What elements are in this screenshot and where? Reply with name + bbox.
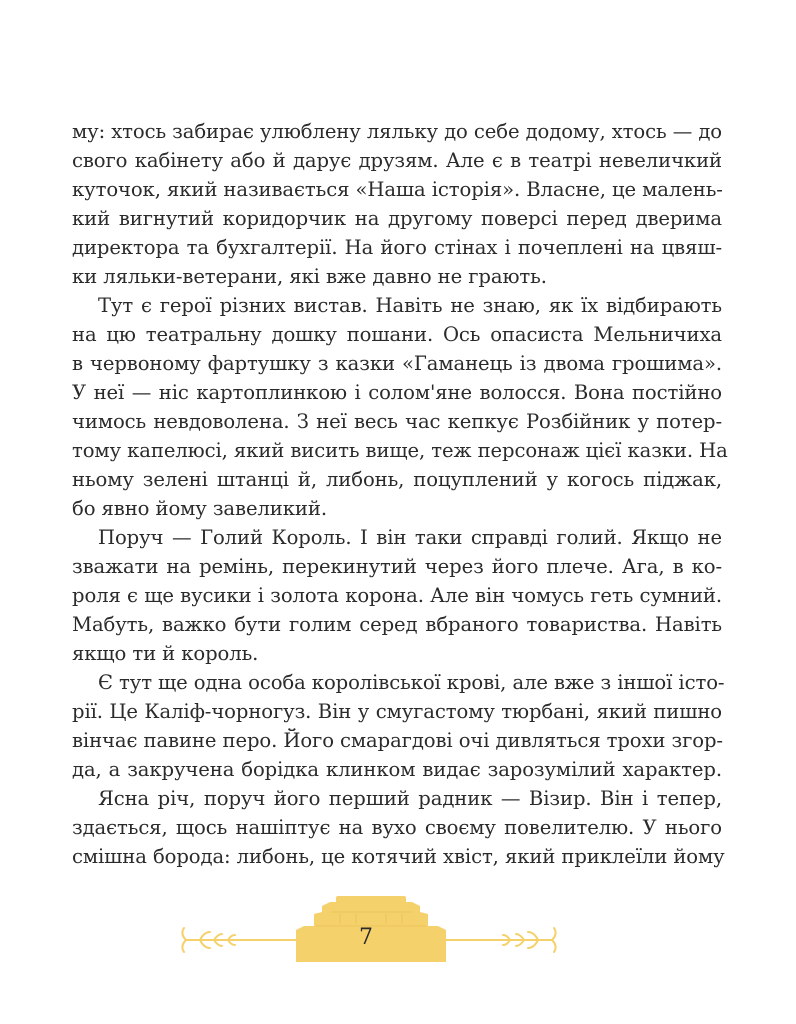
right-flourish-icon [446,928,556,952]
footer-ornament [0,890,796,980]
text-line: куточок, який називається «Наша історія». Власне, це малень- [72,178,723,201]
text-line: да, а закручена борідка клинком видає зарозумілий характер. [72,758,722,781]
text-line: Ясна річ, поруч його перший радник — Візир. Він і тепер, [98,787,722,810]
text-line: здається, щось нашіптує на вухо своєму повелителю. У нього [72,816,722,839]
text-line: свого кабінету або й дарує друзям. Але є в театрі невеличкий [72,149,722,172]
text-line: в червоному фартушку з казки «Гаманець із двома грошима». [72,352,722,375]
text-line: на цю театральну дошку пошани. Ось опасиста Мельничиха [72,323,722,346]
text-line: ньому зелені штанці й, либонь, поцуплений у когось піджак, [72,468,722,491]
page-number: 7 [359,925,373,950]
left-flourish-icon [182,928,296,952]
text-line: Поруч — Голий Король. І він таки справді голий. Якщо не [98,526,722,549]
text-line: вінчає павине перо. Його смарагдові очі дивляться трохи згор- [72,729,723,752]
text-line: зважати на ремінь, перекинутий через його плече. Ага, в ко- [72,555,722,578]
text-line: роля є ще вусики і золота корона. Але він чомусь геть сумний. [72,584,722,607]
page-footer [0,890,796,980]
text-line: тому капелюсі, який висить вище, теж персонаж цієї казки. На [72,439,728,462]
text-line: Тут є герої різних вистав. Навіть не знаю, як їх відбирають [98,294,722,317]
text-line: Мабуть, важко бути голим серед вбраного товариства. Навіть [72,613,722,636]
text-line: директора та бухгалтерії. На його стінах і почеплені на цвяш- [72,236,722,259]
text-line: Є тут ще одна особа королівської крові, але вже з іншої істо- [98,671,725,694]
text-line: рії. Це Каліф-чорногуз. Він у смугастому тюрбані, який пишно [72,700,722,723]
text-line: чимось невдоволена. З неї весь час кепкує Розбійник у потер- [72,410,722,433]
text-line: У неї — ніс картоплинкою і солом'яне волосся. Вона постійно [72,381,722,404]
text-line: ки ляльки-ветерани, які вже давно не грають. [72,265,547,288]
text-line: кий вигнутий коридорчик на другому поверсі перед дверима [72,207,722,230]
text-line: смішна борода: либонь, це котячий хвіст, який приклеїли йому [72,845,725,868]
text-line: бо явно йому завеликий. [72,497,327,520]
text-line: якщо ти й король. [72,642,259,665]
body-text [72,117,728,871]
text-line: му: хтось забирає улюблену ляльку до себе додому, хтось — до [72,120,722,143]
